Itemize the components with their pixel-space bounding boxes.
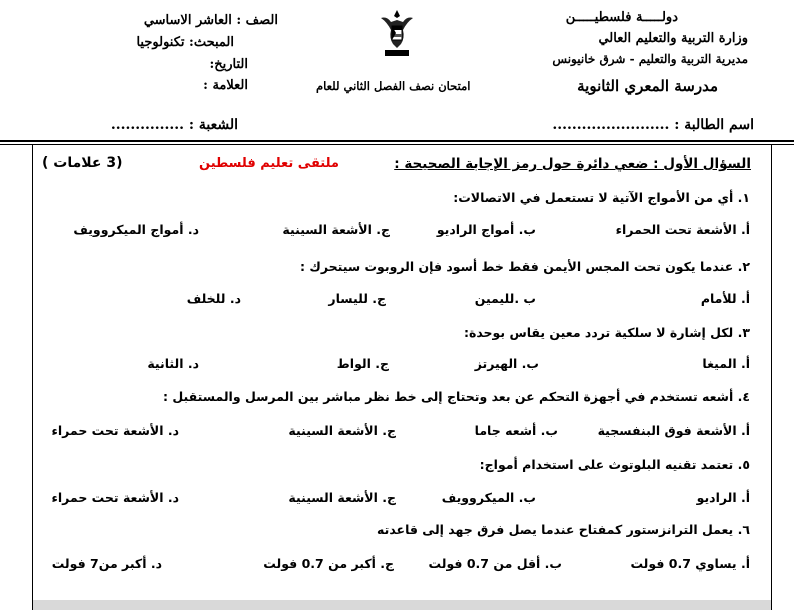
- subject-label: المبحث: تكنولوجيا: [136, 35, 234, 50]
- question-4: ٤. أشعه تستخدم في أجهزة التحكم عن بعد وتحتاج إلى خط نظر مباشر بين المرسل والمستقبل :: [163, 389, 750, 404]
- q5-option-a[interactable]: أ. الراديو: [696, 490, 750, 505]
- q5-option-b[interactable]: ب. الميكروويف: [441, 490, 536, 505]
- question-3: ٣. لكل إشارة لا سلكية تردد معين يقاس بوحدة:: [463, 325, 750, 340]
- next-question-strip: [33, 600, 771, 610]
- q3-option-c[interactable]: ج. الواط: [336, 356, 389, 371]
- header-school: مدرسة المعري الثانوية: [577, 77, 718, 95]
- mark-label: العلامة :: [203, 78, 248, 93]
- q4-option-a[interactable]: أ. الأشعة فوق البنفسجية: [597, 423, 750, 438]
- q5-option-d[interactable]: د. الأشعة تحت حمراء: [51, 490, 179, 505]
- header-directorate: مديرية التربية والتعليم - شرق خانيونس: [552, 52, 748, 66]
- q3-option-b[interactable]: ب. الهيرتز: [474, 356, 539, 371]
- q1-option-b[interactable]: ب. أمواج الراديو: [436, 222, 536, 237]
- q2-option-d[interactable]: د. للخلف: [186, 291, 241, 306]
- q6-option-b[interactable]: ب. أقل من 0.7 فولت: [428, 556, 562, 571]
- grade-label: الصف : العاشر الاساسي: [143, 13, 278, 28]
- q1-option-a[interactable]: أ. الأشعة تحت الحمراء: [615, 222, 750, 237]
- q6-option-a[interactable]: أ. يساوي 0.7 فولت: [630, 556, 750, 571]
- header-divider-secondary: [0, 144, 794, 145]
- section-title: السؤال الأول : ضعي دائرة حول رمز الإجابة الصحيحة :: [394, 156, 751, 172]
- section-field: الشعبة : ...............: [110, 117, 238, 133]
- question-1: ١. أي من الأمواج الآتية لا تستعمل في الاتصالات:: [453, 190, 750, 205]
- q1-option-d[interactable]: د. أمواج الميكروويف: [73, 222, 199, 237]
- question-6: ٦. يعمل الترانزستور كمفتاح عندما يصل فرق جهد إلى قاعدته: [377, 522, 750, 537]
- q3-option-a[interactable]: أ. الميغا: [702, 356, 750, 371]
- q2-option-b[interactable]: ب .لليمين: [474, 291, 536, 306]
- q4-option-c[interactable]: ج. الأشعة السينية: [288, 423, 396, 438]
- question-2: ٢. عندما يكون تحت المجس الأيمن فقط خط أسود فإن الروبوت سيتحرك :: [300, 259, 750, 274]
- header-country: دولـــــة فلسطيـــــن: [565, 10, 678, 25]
- q2-option-c[interactable]: ج. لليسار: [328, 291, 386, 306]
- right-border: [771, 144, 772, 610]
- exam-title: امتحان نصف الفصل الثاني للعام: [316, 79, 471, 93]
- q3-option-d[interactable]: د. الثانية: [147, 356, 199, 371]
- header-ministry: وزارة التربية والتعليم العالي: [598, 31, 748, 46]
- q6-option-c[interactable]: ج. أكبر من 0.7 فولت: [263, 556, 394, 571]
- date-label: التاريخ:: [209, 57, 248, 72]
- q1-option-c[interactable]: ج. الأشعة السينية: [282, 222, 390, 237]
- q6-option-d[interactable]: د. أكبر من7 فولت: [51, 556, 162, 571]
- q2-option-a[interactable]: أ. للأمام: [700, 291, 750, 306]
- marks-badge: (3 علامات ): [42, 155, 123, 171]
- student-name-field: اسم الطالبة : ........................: [552, 117, 754, 133]
- header-divider: [0, 140, 794, 142]
- question-5: ٥. تعتمد تقنيه البلوتوث على استخدام أمواج:: [479, 457, 750, 472]
- source-label: ملتقى تعليم فلسطين: [199, 156, 339, 171]
- q4-option-b[interactable]: ب. أشعه جاما: [474, 423, 558, 438]
- q5-option-c[interactable]: ج. الأشعة السينية: [288, 490, 396, 505]
- left-border: [32, 144, 33, 610]
- q4-option-d[interactable]: د. الأشعة تحت حمراء: [51, 423, 179, 438]
- palestine-emblem-icon: [377, 8, 417, 60]
